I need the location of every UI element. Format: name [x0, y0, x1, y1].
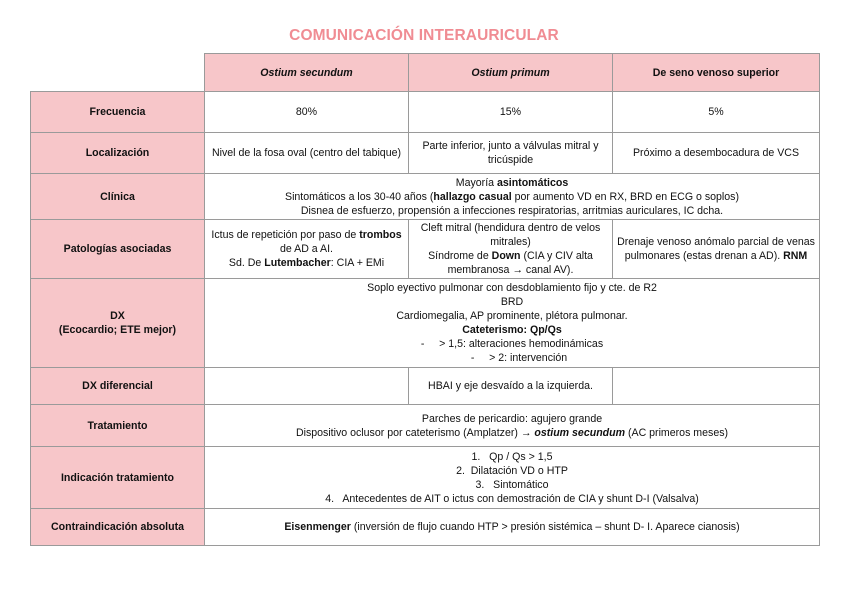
list-item: 1. Qp / Qs > 1,5 — [471, 450, 553, 463]
merged-cell — [205, 279, 820, 368]
bold-italic-text: ostium secundum — [534, 426, 626, 439]
row-label: Indicación tratamiento — [31, 447, 205, 509]
text: Síndrome de — [428, 250, 492, 262]
text: Cardiomegalia, AP prominente, plétora pulmonar. — [396, 310, 628, 322]
col-header-ostium-secundum: Ostium secundum — [205, 54, 409, 92]
row-indicacion — [31, 447, 820, 509]
row-dx-diferencial — [31, 368, 820, 405]
header-row — [31, 54, 820, 92]
cell — [409, 220, 613, 279]
text: BRD — [500, 296, 524, 308]
text: Sintomáticos a los 30-40 años ( — [285, 190, 434, 203]
col-header-ostium-primum: Ostium primum — [409, 54, 613, 92]
row-localizacion — [31, 133, 820, 174]
empty-corner-cell — [31, 54, 205, 92]
bold-text: asintomáticos — [496, 176, 569, 189]
bold-text: trombos — [359, 229, 402, 241]
row-label: DX diferencial — [31, 368, 205, 405]
merged-cell — [205, 447, 820, 509]
row-label: Clínica — [31, 174, 205, 220]
row-label: Tratamiento — [31, 405, 205, 447]
cell: Próximo a desembocadura de VCS — [613, 133, 820, 174]
cia-table — [30, 53, 820, 546]
cell: HBAI y eje desvaído a la izquierda. — [409, 368, 613, 405]
text: Cleft mitral (hendidura dentro de velos mitrales) — [420, 222, 601, 248]
bold-text: Eisenmenger — [284, 521, 351, 533]
text: : CIA + EMi — [330, 257, 385, 269]
cell: 5% — [613, 92, 820, 133]
text: de AD a AI. — [279, 243, 333, 255]
cell: 15% — [409, 92, 613, 133]
row-frecuencia — [31, 92, 820, 133]
text: Soplo eyectivo pulmonar con desdoblamiento fijo y cte. de R2 — [367, 282, 657, 294]
text: (AC primeros meses) — [625, 426, 729, 439]
list-item: 4. Antecedentes de AIT o ictus con demostración de CIA y shunt D-I (Valsalva) — [325, 492, 699, 505]
row-patologias — [31, 220, 820, 279]
list-item: 3. Sintomático — [475, 478, 549, 491]
row-label: Patologías asociadas — [31, 220, 205, 279]
row-label: Frecuencia — [31, 92, 205, 133]
bold-text: RNM — [783, 250, 808, 262]
cell — [613, 220, 820, 279]
bold-text: Cateterismo: Qp/Qs — [462, 324, 562, 336]
row-label: Localización — [31, 133, 205, 174]
text: Disnea de esfuerzo, propensión a infecciones respiratorias, arritmias auriculares, IC dcha. — [300, 204, 724, 217]
row-label: Contraindicación absoluta — [31, 509, 205, 546]
merged-cell — [205, 509, 820, 546]
bold-text: Down — [491, 250, 521, 262]
cell — [205, 368, 409, 405]
text: DX — [110, 310, 125, 322]
merged-cell — [205, 174, 820, 220]
row-label — [31, 279, 205, 368]
text: Parches de pericardio: agujero grande — [421, 412, 603, 425]
row-clinica — [31, 174, 820, 220]
text: Ictus de repetición por paso de — [211, 229, 360, 241]
col-header-seno-venoso: De seno venoso superior — [613, 54, 820, 92]
text: Sd. De — [228, 257, 265, 269]
row-tratamiento — [31, 405, 820, 447]
bold-text: Lutembacher — [264, 257, 331, 269]
page-title: COMUNICACIÓN INTERAURICULAR — [289, 27, 559, 44]
text: (inversión de flujo cuando HTP > presión sistémica – shunt D- I. Aparece cianosis) — [350, 521, 740, 533]
text: (CIA y CIV alta membranosa → canal AV). — [447, 250, 593, 276]
cell: 80% — [205, 92, 409, 133]
cell: Parte inferior, junto a válvulas mitral y tricúspide — [409, 133, 613, 174]
cell — [613, 368, 820, 405]
row-contraindicacion — [31, 509, 820, 546]
list-item: 2. Dilatación VD o HTP — [456, 464, 568, 477]
cell — [205, 220, 409, 279]
row-dx — [31, 279, 820, 368]
text: Drenaje venoso anómalo parcial de venas pulmonares (estas drenan a AD). — [617, 236, 815, 262]
text: Mayoría — [455, 176, 497, 189]
cell: Nivel de la fosa oval (centro del tabique) — [205, 133, 409, 174]
text: - > 2: intervención — [470, 352, 568, 364]
text: (Ecocardio; ETE mejor) — [58, 324, 177, 336]
merged-cell — [205, 405, 820, 447]
text: por aumento VD en RX, BRD en ECG o soplos) — [511, 190, 739, 203]
bold-text: hallazgo casual — [433, 190, 512, 203]
text: Dispositivo oclusor por cateterismo (Amplatzer) → — [295, 426, 535, 439]
text: - > 1,5: alteraciones hemodinámicas — [420, 338, 604, 350]
